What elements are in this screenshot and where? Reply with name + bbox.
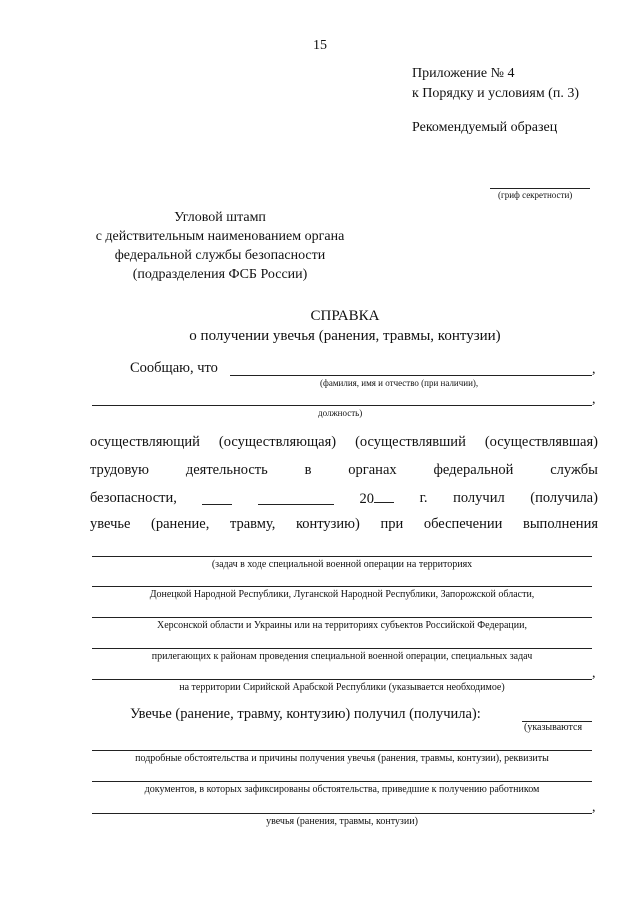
page-number: 15 (313, 38, 327, 53)
injury-indicated-caption: (указываются (524, 722, 583, 733)
task-caption-3: Херсонской области и Украины или на территориях субъектов Российской Федерации, (157, 620, 527, 631)
body-word: увечье (90, 516, 131, 532)
task-line-5 (92, 679, 592, 680)
body-word: органах (348, 462, 397, 478)
stamp-line-3: федеральной службы безопасности (114, 248, 326, 263)
body-word: в (304, 462, 312, 478)
body-line-4 (90, 516, 598, 533)
body-word: (ранение, (151, 516, 210, 532)
task-caption-5: на территории Сирийской Арабской Республики (указывается необходимое) (179, 682, 505, 693)
appendix-number: Приложение № 4 (412, 66, 515, 81)
injury-caption-2: документов, в которых зафиксированы обстоятельства, приведшие к получению работником (144, 784, 540, 795)
stamp-line-4: (подразделения ФСБ России) (132, 267, 308, 282)
body-word: деятельность (185, 462, 268, 478)
injury-comma: , (592, 800, 596, 815)
injury-statement: Увечье (ранение, травму, контузию) получил (получила): (130, 706, 481, 722)
corner-stamp-block (60, 208, 380, 284)
body-word: трудовую (90, 462, 149, 478)
document-title: СПРАВКА (310, 308, 380, 324)
secrecy-line (490, 188, 590, 189)
name-comma: , (592, 362, 596, 377)
injury-caption-3: увечья (ранения, травмы, контузии) (266, 816, 418, 827)
day-blank (202, 490, 232, 505)
body-word: федеральной (433, 462, 514, 478)
stamp-line-1: Угловой штамп (174, 210, 266, 225)
secrecy-caption: (гриф секретности) (498, 190, 573, 200)
position-caption: должность) (318, 408, 363, 418)
position-comma: , (592, 392, 596, 407)
body-word: получил (453, 490, 505, 506)
task-caption-2: Донецкой Народной Республики, Луганской Народной Республики, Запорожской области, (149, 589, 535, 600)
body-word: контузию) (295, 516, 360, 532)
injury-line-2 (92, 781, 592, 782)
body-line-3 (90, 490, 598, 508)
recommended-sample-label: Рекомендуемый образец (412, 120, 558, 135)
year-field (360, 490, 395, 508)
body-word: (осуществляющая) (218, 434, 337, 450)
injury-caption-1: подробные обстоятельства и причины получения увечья (ранения, травмы, контузии), реквизиты (135, 753, 549, 764)
year-abbrev: г. (419, 490, 428, 506)
task-caption-4: прилегающих к районам проведения специальной военной операции, специальных задач (151, 651, 533, 662)
stamp-line-2: с действительным наименованием органа (95, 229, 345, 244)
document-subtitle: о получении увечья (ранения, травмы, контузии) (189, 328, 501, 344)
task-line-3 (92, 617, 592, 618)
name-line (230, 375, 592, 376)
body-word: травму, (229, 516, 276, 532)
body-word: (осуществлявший (355, 434, 466, 450)
year-prefix: 20 (359, 491, 375, 507)
body-word: (получила) (530, 490, 598, 506)
task-caption-1: (задач в ходе специальной военной операции на территориях (211, 559, 473, 570)
task-line-4 (92, 648, 592, 649)
body-word: службы (550, 462, 598, 478)
task-line-1 (92, 556, 592, 557)
injury-line-1 (92, 750, 592, 751)
report-prefix: Сообщаю, что (130, 360, 218, 376)
body-word: безопасности, (90, 490, 177, 506)
body-word: осуществляющий (90, 434, 200, 450)
injury-line-3 (92, 813, 592, 814)
month-blank (258, 490, 334, 505)
body-word: обеспечении (423, 516, 503, 532)
name-caption: (фамилия, имя и отчество (при наличии), (320, 378, 479, 388)
body-word: при (380, 516, 404, 532)
position-line (92, 405, 592, 406)
body-word: выполнения (522, 516, 598, 532)
task-line-2 (92, 586, 592, 587)
appendix-reference: к Порядку и условиям (п. 3) (412, 86, 579, 101)
task-comma: , (592, 666, 596, 681)
body-line-2 (90, 462, 598, 479)
body-word: (осуществлявшая) (484, 434, 598, 450)
body-line-1 (90, 434, 598, 451)
year-blank (374, 490, 394, 503)
